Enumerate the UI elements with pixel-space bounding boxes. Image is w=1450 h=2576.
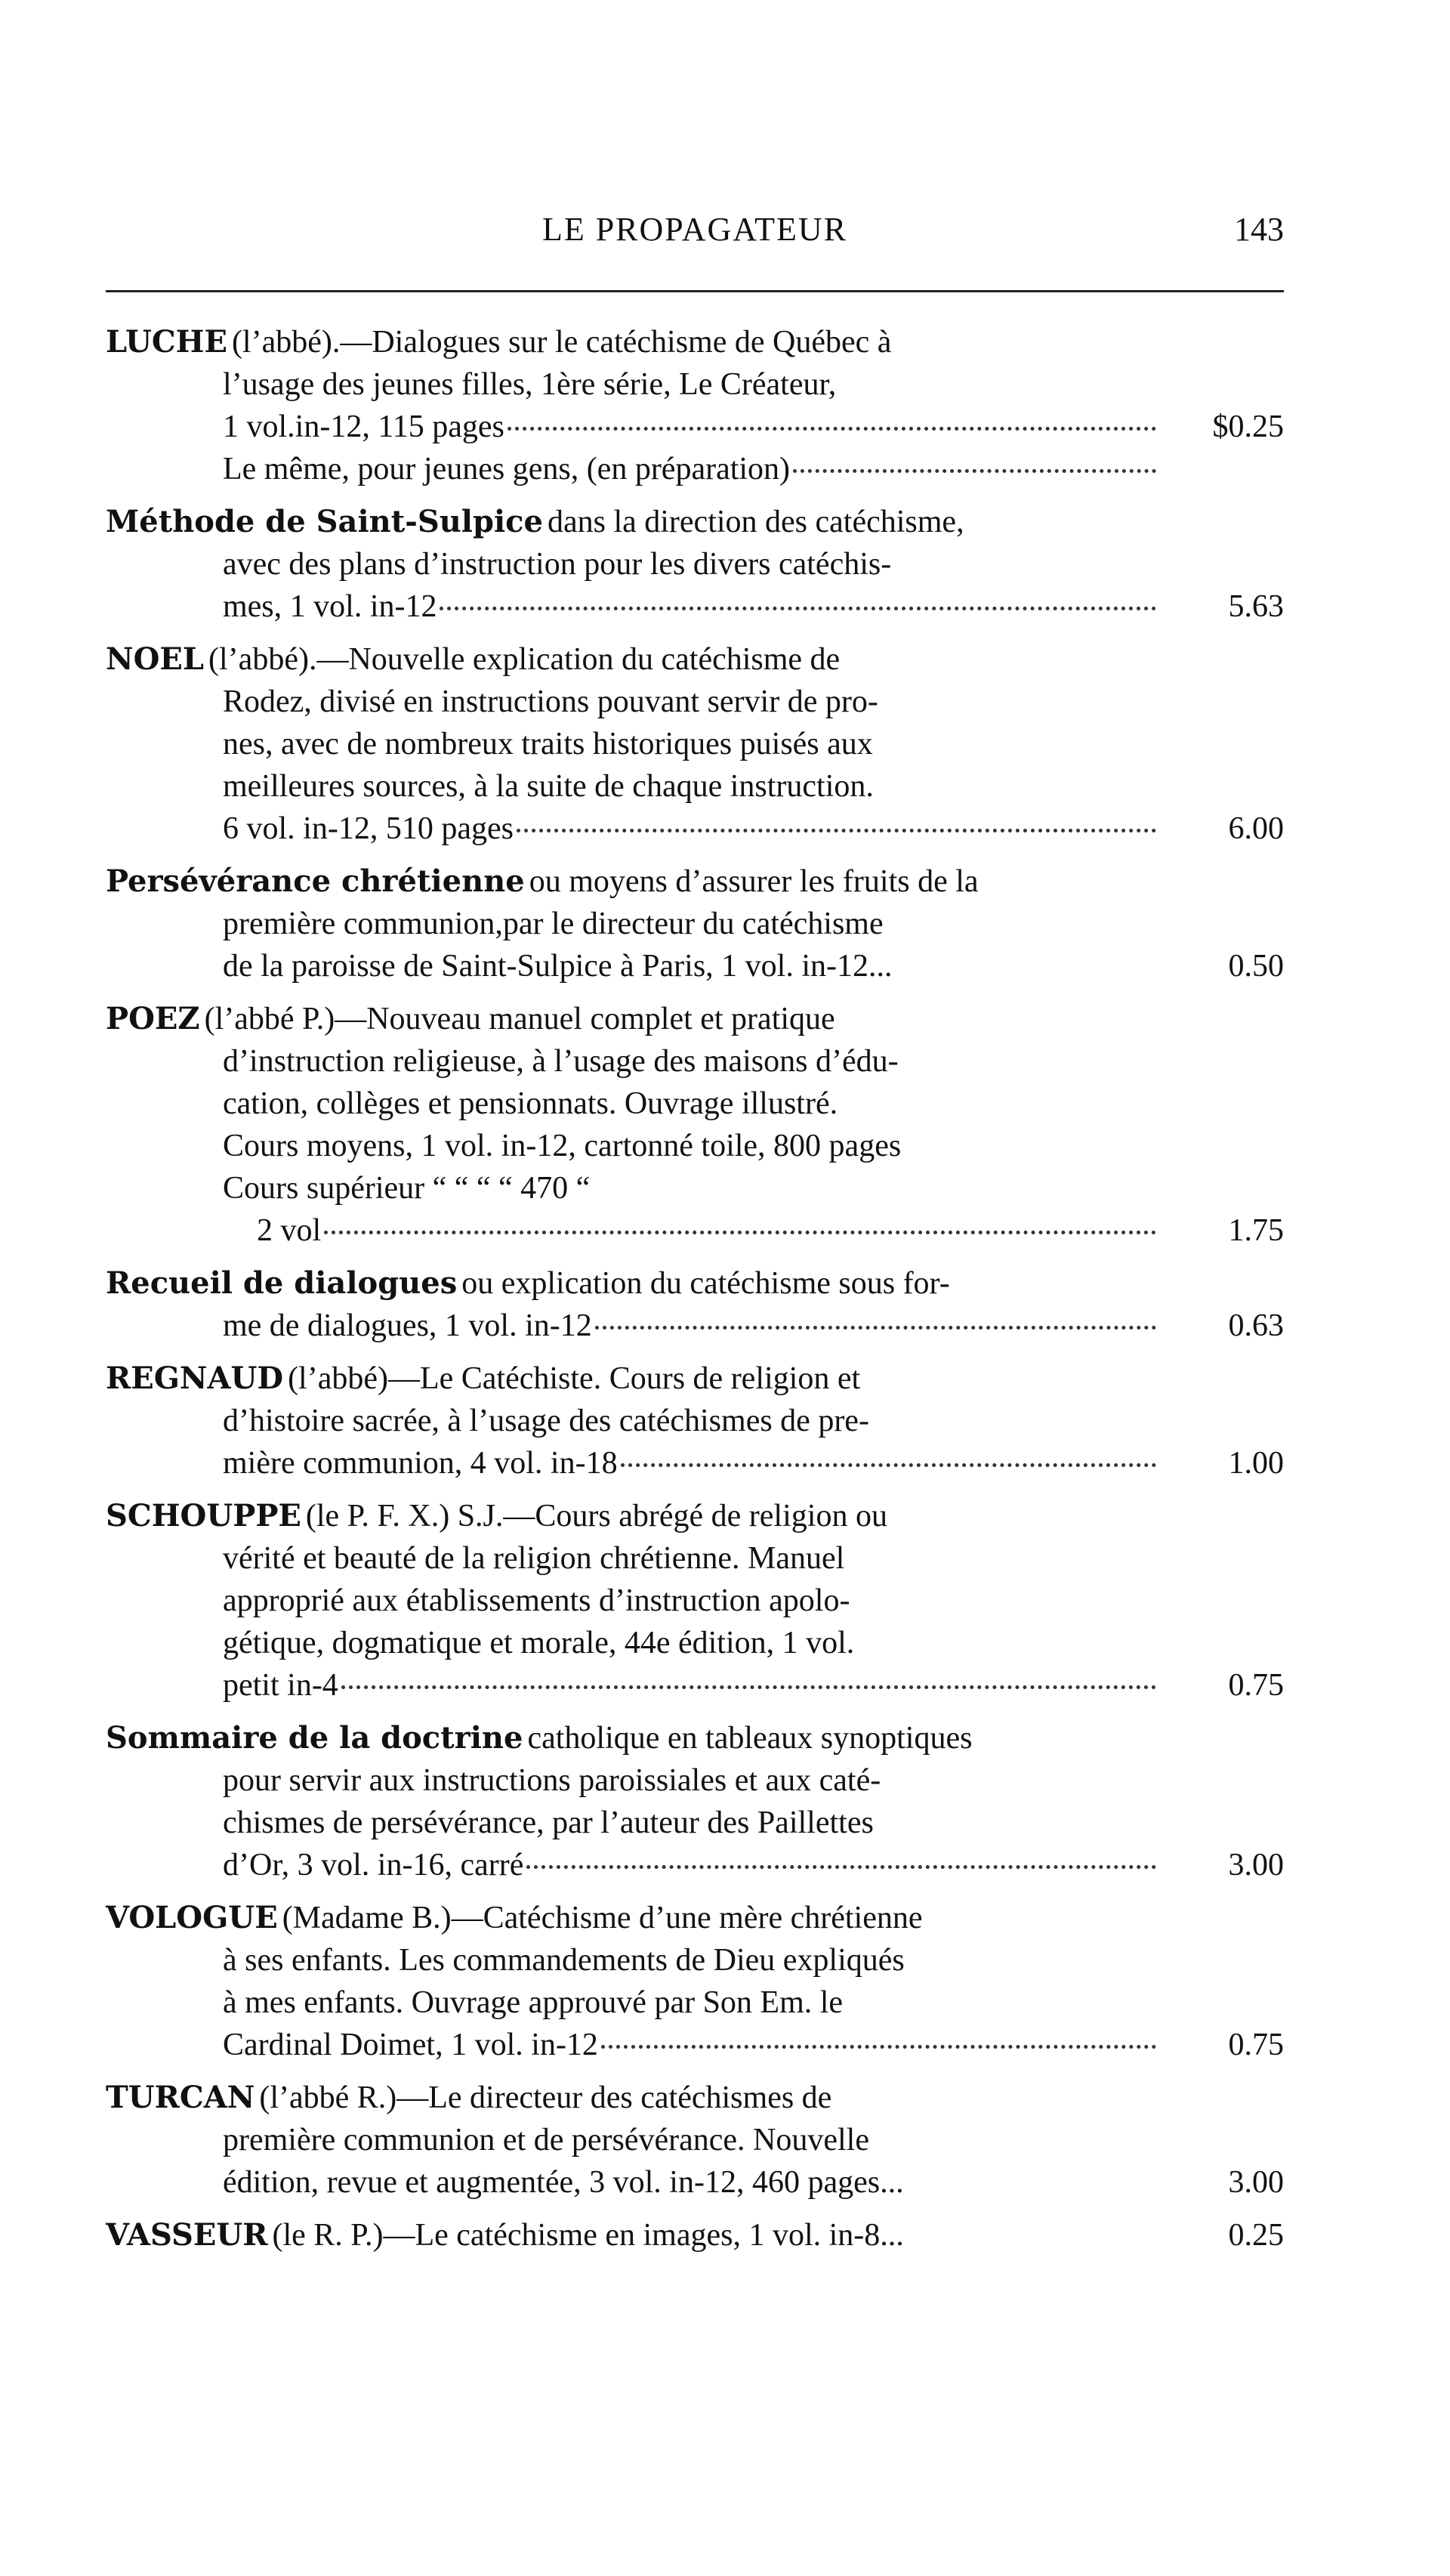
entry-lead: SCHOUPPE	[106, 1498, 301, 1534]
entry-text: (le R. P.)—Le catéchisme en images, 1 vol. in-8...	[272, 2218, 904, 2253]
catalog-entry	[106, 2214, 1284, 2256]
entry-line	[106, 808, 1284, 850]
entry-line	[106, 363, 1284, 406]
entry-line	[106, 681, 1284, 723]
entry-text: (l’abbé P.)—Nouveau manuel complet et pratique	[204, 1002, 835, 1036]
entry-price: 5.63	[1228, 589, 1284, 624]
entry-line	[106, 2161, 1284, 2204]
entry-line	[106, 723, 1284, 765]
entry-text: 6 vol. in-12, 510 pages	[223, 811, 514, 846]
entry-line	[106, 1897, 1284, 1939]
entry-line	[106, 448, 1284, 490]
entry-lead: Sommaire de la doctrine	[106, 1720, 523, 1756]
entry-text: d’histoire sacrée, à l’usage des catéchismes de pre-	[223, 1404, 869, 1438]
entry-text: 1 vol.in-12, 115 pages	[223, 409, 504, 444]
catalog-entry	[106, 638, 1284, 850]
entry-line	[106, 1717, 1284, 1759]
entry-line	[106, 1939, 1284, 1981]
entry-lead: LUCHE	[106, 324, 227, 360]
entry-price: $0.25	[1212, 409, 1284, 444]
entry-text: 2 vol	[257, 1213, 322, 1248]
entry-text: (l’abbé R.)—Le directeur des catéchismes de	[259, 2080, 832, 2115]
dot-leaders	[517, 826, 1156, 832]
entry-text: édition, revue et augmentée, 3 vol. in-12, 460 pages...	[223, 2165, 904, 2200]
entry-line	[106, 2077, 1284, 2119]
dot-leaders	[440, 604, 1156, 610]
entry-line	[106, 1802, 1284, 1844]
entry-text: vérité et beauté de la religion chrétienne. Manuel	[223, 1541, 845, 1576]
entry-line	[106, 2024, 1284, 2066]
entry-line	[106, 1580, 1284, 1622]
dot-leaders	[526, 1862, 1156, 1869]
header-rule	[106, 290, 1284, 292]
entry-lead: VOLOGUE	[106, 1900, 278, 1935]
entry-line	[106, 1981, 1284, 2024]
dot-leaders	[621, 1460, 1156, 1467]
catalog-entry	[106, 2077, 1284, 2204]
entry-line	[106, 1495, 1284, 1537]
entry-line	[106, 2214, 1284, 2256]
entry-price: 0.63	[1228, 1308, 1284, 1343]
catalog-entry	[106, 1262, 1284, 1347]
entry-text: Cardinal Doimet, 1 vol. in-12	[223, 2028, 598, 2062]
entry-text: à mes enfants. Ouvrage approuvé par Son Em. le	[223, 1985, 844, 2020]
entry-lead: TURCAN	[106, 2080, 255, 2115]
catalog-entry	[106, 1495, 1284, 1707]
entry-lead: NOEL	[106, 641, 205, 677]
entry-price: 3.00	[1228, 2165, 1284, 2200]
catalog-entry	[106, 1357, 1284, 1484]
entry-text: (Madame B.)—Catéchisme d’une mère chrétienne	[282, 1901, 923, 1935]
entry-lead: POEZ	[106, 1001, 200, 1036]
catalog-entry	[106, 1717, 1284, 1886]
entry-text: l’usage des jeunes filles, 1ère série, Le Créateur,	[223, 367, 837, 402]
entry-line	[106, 1262, 1284, 1305]
entry-line	[106, 406, 1284, 448]
entry-text: avec des plans d’instruction pour les divers catéchis-	[223, 547, 892, 582]
entry-line	[106, 998, 1284, 1040]
entry-text: petit in-4	[223, 1668, 338, 1703]
dot-leaders	[793, 466, 1156, 473]
entry-line	[106, 945, 1284, 987]
entry-text: meilleures sources, à la suite de chaque instruction.	[223, 769, 874, 804]
catalog-entry	[106, 1897, 1284, 2066]
entry-line	[106, 1125, 1284, 1167]
entry-price: 0.25	[1228, 2218, 1284, 2253]
entry-line	[106, 1622, 1284, 1664]
entry-text: Rodez, divisé en instructions pouvant servir de pro-	[223, 684, 878, 719]
entry-line	[106, 860, 1284, 903]
entry-line	[106, 1664, 1284, 1707]
entry-line	[106, 765, 1284, 808]
catalog-entry	[106, 501, 1284, 628]
entry-lead: REGNAUD	[106, 1361, 284, 1396]
page-header	[106, 210, 1284, 255]
entry-line	[106, 1400, 1284, 1442]
entry-line	[106, 1844, 1284, 1886]
entry-line	[106, 1167, 1284, 1209]
entry-text: Cours supérieur “ “ “ “ 470 “	[223, 1171, 591, 1206]
entry-text: première communion et de persévérance. Nouvelle	[223, 2123, 869, 2157]
entry-line	[106, 2119, 1284, 2161]
entry-text: Cours moyens, 1 vol. in-12, cartonné toile, 800 pages	[223, 1129, 902, 1163]
entry-lead: Persévérance chrétienne	[106, 863, 525, 899]
entry-line	[106, 501, 1284, 543]
entry-line	[106, 321, 1284, 363]
dot-leaders	[508, 424, 1156, 431]
entry-text: d’instruction religieuse, à l’usage des maisons d’édu-	[223, 1044, 899, 1079]
entry-price: 3.00	[1228, 1848, 1284, 1883]
entry-text: à ses enfants. Les commandements de Dieu expliqués	[223, 1943, 905, 1978]
entry-line	[106, 1759, 1284, 1802]
entry-line	[106, 585, 1284, 628]
entry-line	[106, 1040, 1284, 1083]
entry-text: d’Or, 3 vol. in-16, carré	[223, 1848, 524, 1883]
catalog-entry	[106, 860, 1284, 987]
entry-price: 0.75	[1228, 2028, 1284, 2062]
entry-text: chismes de persévérance, par l’auteur des Paillettes	[223, 1805, 874, 1840]
entry-text: de la paroisse de Saint-Sulpice à Paris, 1 vol. in-12...	[223, 949, 893, 984]
entry-text: mes, 1 vol. in-12	[223, 589, 437, 624]
entry-price: 6.00	[1228, 811, 1284, 846]
entry-price: 0.50	[1228, 949, 1284, 984]
entry-text: nes, avec de nombreux traits historiques puisés aux	[223, 727, 873, 761]
entry-price: 1.00	[1228, 1446, 1284, 1481]
entry-text: mière communion, 4 vol. in-18	[223, 1446, 618, 1481]
entry-text: cation, collèges et pensionnats. Ouvrage illustré.	[223, 1086, 838, 1121]
page-number: 143	[1234, 211, 1284, 248]
entry-line	[106, 1442, 1284, 1484]
catalog-entries	[106, 321, 1284, 2256]
dot-leaders	[601, 2042, 1156, 2049]
entry-text: (l’abbé)—Le Catéchiste. Cours de religion et	[288, 1361, 861, 1396]
catalog-entry	[106, 321, 1284, 490]
entry-text: gétique, dogmatique et morale, 44e édition, 1 vol.	[223, 1626, 855, 1660]
entry-text: première communion,par le directeur du catéchisme	[223, 907, 884, 941]
entry-text: ou moyens d’assurer les fruits de la	[529, 864, 979, 899]
entry-text: pour servir aux instructions paroissiales et aux caté-	[223, 1763, 881, 1798]
entry-line	[106, 1209, 1284, 1252]
entry-line	[106, 1305, 1284, 1347]
entry-line	[106, 1083, 1284, 1125]
entry-lead: Méthode de Saint-Sulpice	[106, 504, 543, 539]
entry-text: me de dialogues, 1 vol. in-12	[223, 1308, 592, 1343]
entry-text: (l’abbé).—Dialogues sur le catéchisme de Québec à	[231, 325, 892, 360]
entry-line	[106, 1537, 1284, 1580]
entry-line	[106, 903, 1284, 945]
entry-text: approprié aux établissements d’instruction apolo-	[223, 1583, 850, 1618]
dot-leaders	[341, 1682, 1156, 1689]
entry-text: (le P. F. X.) S.J.—Cours abrégé de religion ou	[305, 1499, 887, 1534]
entry-lead: VASSEUR	[106, 2217, 268, 2253]
entry-price: 1.75	[1228, 1213, 1284, 1248]
entry-line	[106, 1357, 1284, 1400]
running-title: LE PROPAGATEUR	[541, 211, 848, 248]
entry-text: catholique en tableaux synoptiques	[527, 1721, 973, 1756]
dot-leaders	[324, 1228, 1156, 1234]
entry-line	[106, 638, 1284, 681]
entry-text: Le même, pour jeunes gens, (en préparation)	[223, 452, 791, 486]
entry-text: (l’abbé).—Nouvelle explication du catéchisme de	[208, 642, 841, 677]
entry-text: dans la direction des catéchisme,	[547, 505, 964, 539]
entry-line	[106, 543, 1284, 585]
dot-leaders	[595, 1323, 1156, 1330]
entry-price: 0.75	[1228, 1668, 1284, 1703]
entry-lead: Recueil de dialogues	[106, 1265, 458, 1301]
catalog-entry	[106, 998, 1284, 1252]
entry-text: ou explication du catéchisme sous for-	[461, 1266, 950, 1301]
